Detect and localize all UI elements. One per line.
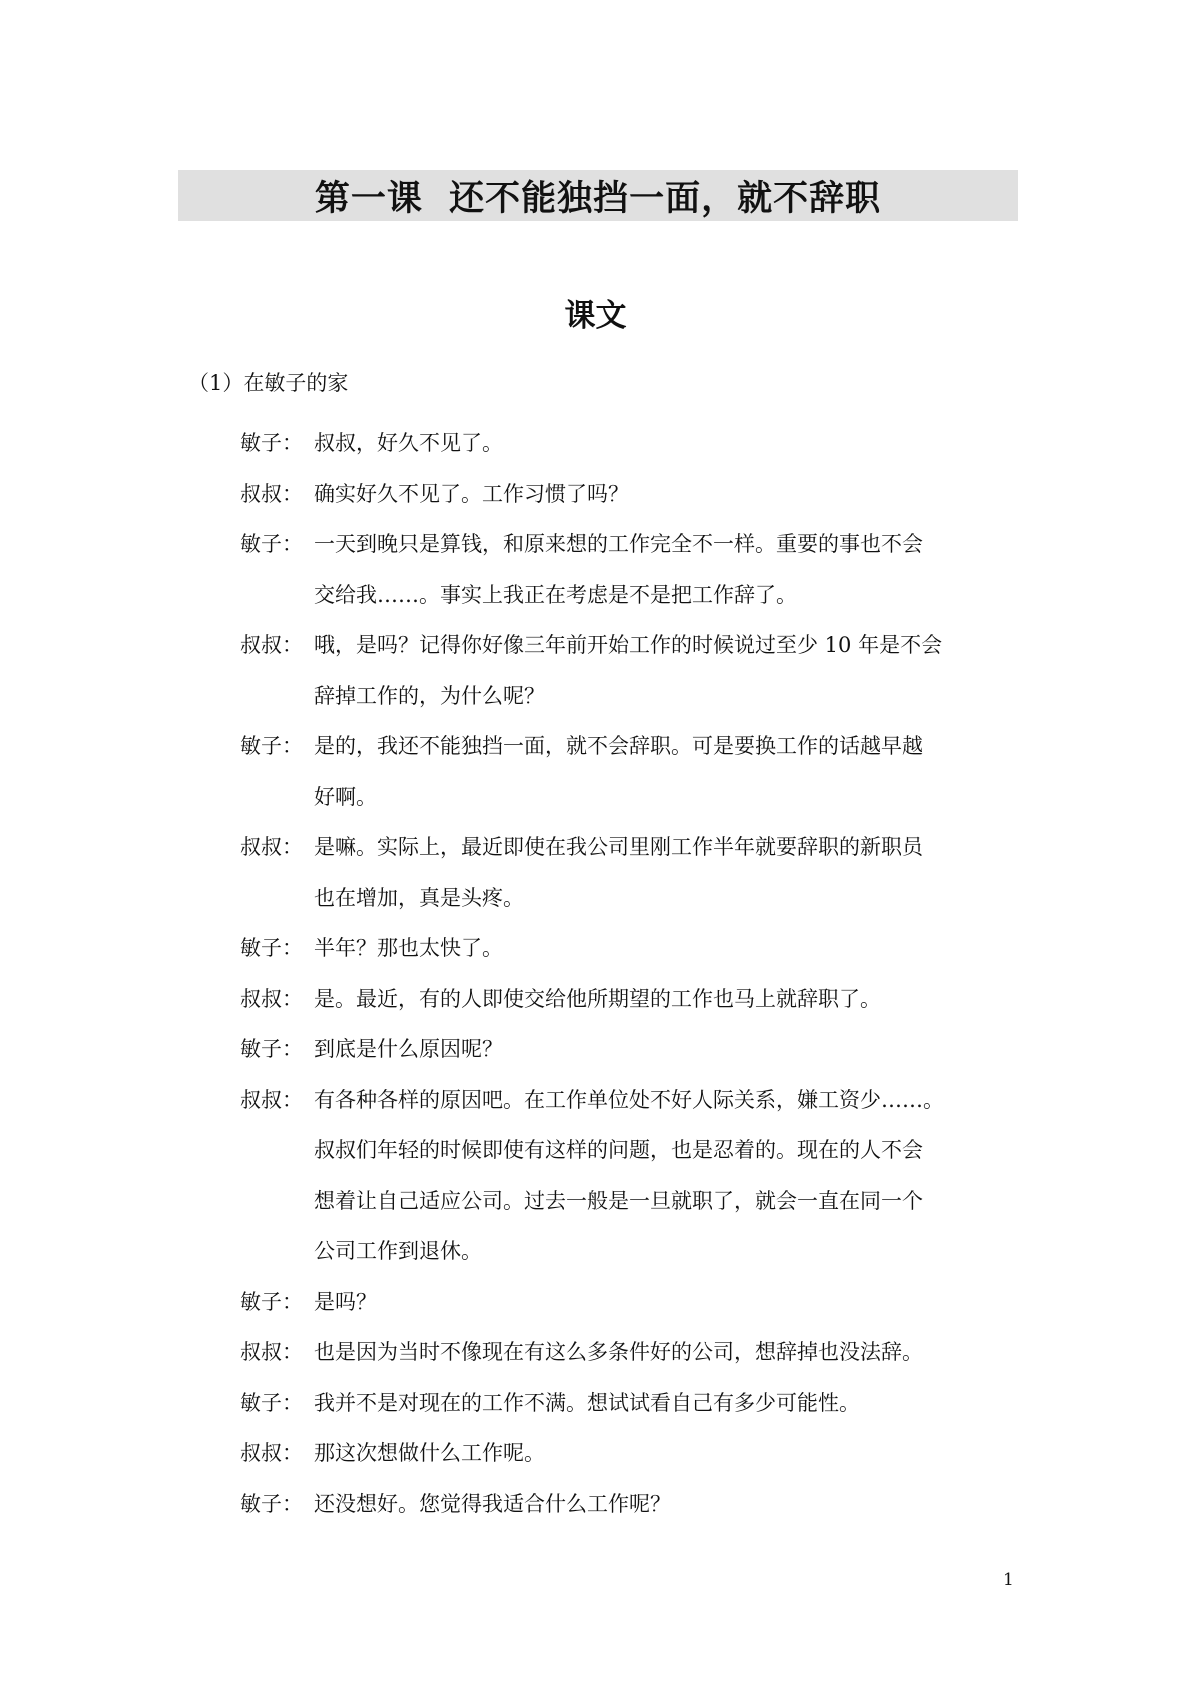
- dialogue-turn: [240, 974, 1020, 1025]
- utterance-line: 那这次想做什么工作呢。: [314, 1441, 545, 1465]
- utterance-line: 到底是什么原因呢？: [314, 1037, 503, 1061]
- dialogue-turn: [240, 1277, 1020, 1328]
- speaker-label: 叔叔：: [240, 986, 303, 1011]
- utterance-line: 辞掉工作的，为什么呢？: [314, 683, 545, 708]
- speaker-label: 敏子：: [240, 532, 303, 556]
- utterance: [314, 822, 1020, 923]
- dialogue-turn: [240, 1378, 1020, 1429]
- utterance: [314, 620, 1020, 721]
- dialogue: [240, 418, 1020, 1529]
- dialogue-turn: [240, 822, 1020, 923]
- lesson-title: 第一课 还不能独挡一面，就不辞职: [314, 178, 882, 219]
- utterance-line: 公司工作到退休。: [314, 1239, 482, 1263]
- dialogue-turn: [240, 469, 1020, 520]
- utterance-line: 叔叔，好久不见了。: [314, 431, 503, 455]
- dialogue-turn: [240, 1479, 1020, 1530]
- utterance-line: 也是因为当时不像现在有这么多条件好的公司，想辞掉也没法辞。: [314, 1340, 923, 1364]
- utterance: [314, 1075, 1020, 1277]
- speaker-label: 叔叔：: [240, 835, 303, 859]
- utterance: [314, 721, 1020, 822]
- utterance: [314, 418, 1020, 469]
- utterance: [314, 519, 1020, 620]
- section-heading: 课文: [564, 298, 627, 334]
- utterance-line: 我并不是对现在的工作不满。想试试看自己有多少可能性。: [314, 1390, 860, 1415]
- speaker-label: 叔叔：: [240, 1087, 303, 1112]
- lesson-title-band: [178, 170, 1018, 221]
- utterance-line: 是嘛。实际上，最近即使在我公司里刚工作半年就要辞职的新职员: [314, 835, 923, 859]
- utterance-line: 哦，是吗？记得你好像三年前开始工作的时候说过至少 10 年是不会: [314, 633, 943, 657]
- utterance: [314, 1277, 1020, 1328]
- speaker-label: 敏子：: [240, 1037, 303, 1061]
- speaker-label: 叔叔：: [240, 481, 303, 506]
- utterance: [314, 1428, 1020, 1479]
- dialogue-turn: [240, 1024, 1020, 1075]
- dialogue-turn: [240, 923, 1020, 974]
- speaker-label: 叔叔：: [240, 1441, 303, 1465]
- speaker-label: 敏子：: [240, 1289, 303, 1314]
- utterance-line: 交给我……。事实上我正在考虑是不是把工作辞了。: [314, 582, 797, 607]
- dialogue-turn: [240, 418, 1020, 469]
- dialogue-turn: [240, 1075, 1020, 1277]
- utterance-line: 是吗？: [314, 1289, 377, 1314]
- utterance-line: 想着让自己适应公司。过去一般是一旦就职了，就会一直在同一个: [314, 1188, 923, 1213]
- dialogue-turn: [240, 519, 1020, 620]
- utterance-line: 是。最近，有的人即使交给他所期望的工作也马上就辞职了。: [314, 986, 881, 1011]
- utterance-line: 叔叔们年轻的时候即使有这样的问题，也是忍着的。现在的人不会: [314, 1138, 923, 1162]
- page-number: 1: [1003, 1570, 1014, 1590]
- utterance-line: 一天到晚只是算钱，和原来想的工作完全不一样。重要的事也不会: [314, 532, 923, 556]
- utterance: [314, 1378, 1020, 1429]
- utterance: [314, 923, 1020, 974]
- utterance-line: 是的，我还不能独挡一面，就不会辞职。可是要换工作的话越早越: [314, 734, 923, 758]
- dialogue-turn: [240, 1327, 1020, 1378]
- dialogue-turn: [240, 620, 1020, 721]
- utterance-line: 也在增加，真是头疼。: [314, 885, 524, 910]
- speaker-label: 敏子：: [240, 431, 303, 455]
- utterance-line: 确实好久不见了。工作习惯了吗？: [314, 481, 629, 506]
- utterance-line: 有各种各样的原因吧。在工作单位处不好人际关系，嫌工资少……。: [314, 1087, 944, 1112]
- speaker-label: 敏子：: [240, 734, 303, 758]
- speaker-label: 敏子：: [240, 936, 303, 960]
- dialogue-turn: [240, 1428, 1020, 1479]
- speaker-label: 叔叔：: [240, 633, 303, 657]
- utterance: [314, 1024, 1020, 1075]
- scene-label: （1）在敏子的家: [188, 371, 349, 395]
- utterance-line: 好啊。: [314, 784, 377, 809]
- utterance-line: 还没想好。您觉得我适合什么工作呢？: [314, 1491, 671, 1516]
- utterance: [314, 1327, 1020, 1378]
- speaker-label: 敏子：: [240, 1491, 303, 1516]
- utterance-line: 半年？那也太快了。: [314, 936, 503, 960]
- speaker-label: 敏子：: [240, 1390, 303, 1415]
- utterance: [314, 469, 1020, 520]
- utterance: [314, 974, 1020, 1025]
- speaker-label: 叔叔：: [240, 1340, 303, 1364]
- dialogue-turn: [240, 721, 1020, 822]
- utterance: [314, 1479, 1020, 1530]
